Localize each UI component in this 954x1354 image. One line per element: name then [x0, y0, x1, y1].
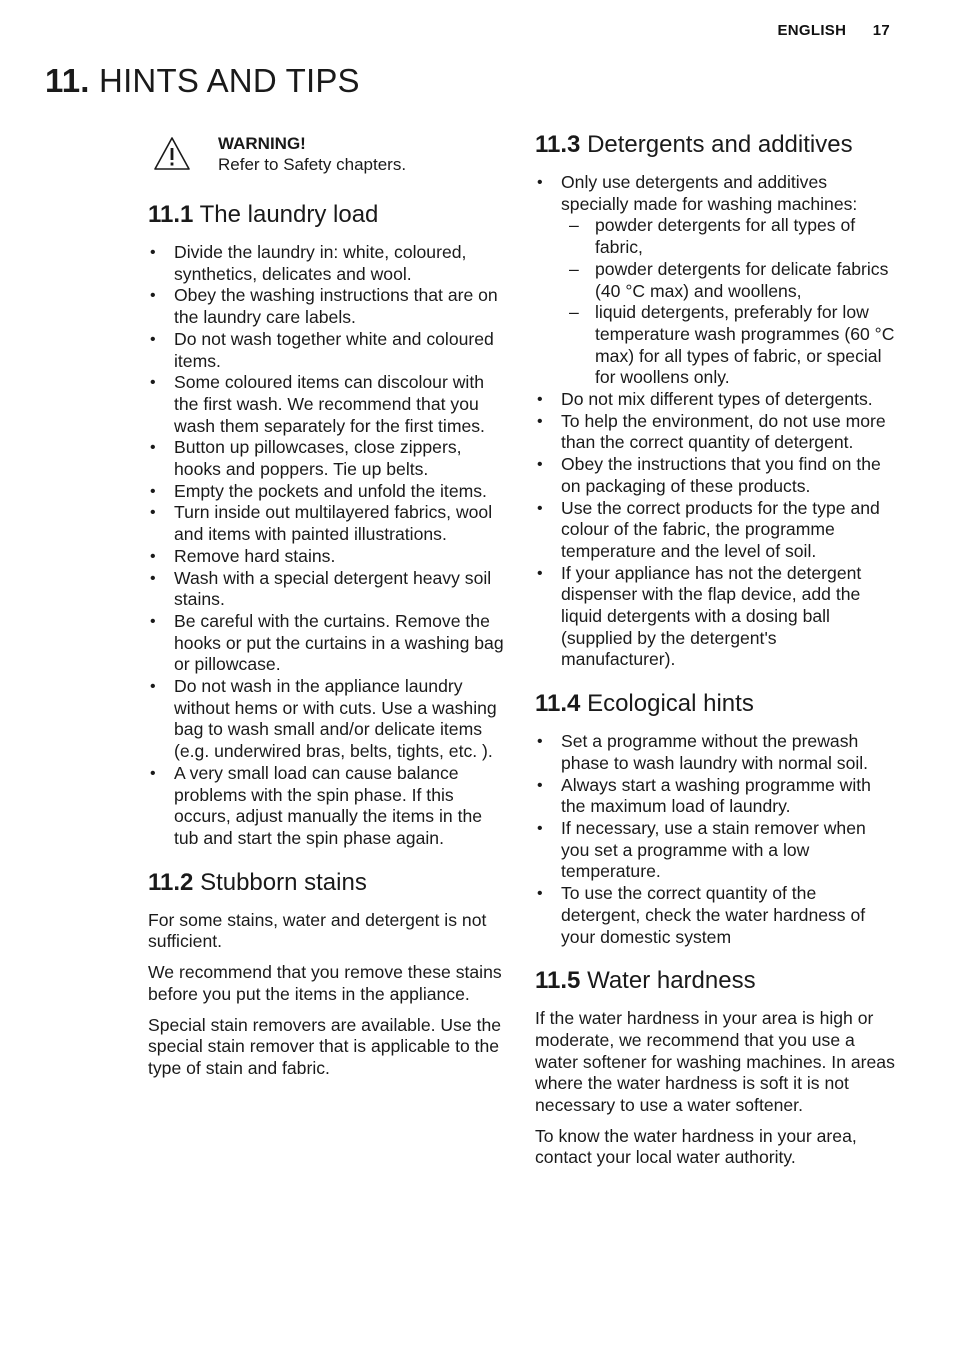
- language-label: ENGLISH: [777, 22, 847, 39]
- list-item: • Some coloured items can discolour with the first wash. We recommend that you wash them separately for the first times.: [148, 372, 508, 437]
- section-stubborn-stains: [148, 868, 508, 1080]
- bullet-list: [148, 242, 508, 850]
- list-item: • Wash with a special detergent heavy soil stains.: [148, 568, 508, 611]
- list-item: • If necessary, use a stain remover when you set a programme with a low temperature.: [535, 818, 895, 883]
- section-ecological-hints: [535, 689, 895, 948]
- bullet-list: [535, 731, 895, 948]
- list-item-text: Only use detergents and additives specially made for washing machines:: [561, 172, 858, 214]
- bullet-list: [535, 172, 895, 671]
- section-water-hardness: [535, 966, 895, 1169]
- section-laundry-load: [148, 200, 508, 850]
- list-item: • A very small load can cause balance problems with the spin phase. If this occurs, adjust manually the items in the tub and start the spin phase again.: [148, 763, 508, 850]
- chapter-number: 11.: [45, 62, 90, 99]
- section-number: 11.1: [148, 201, 194, 228]
- sub-list-item: – powder detergents for all types of fabric,: [561, 215, 895, 258]
- list-item: [535, 172, 895, 389]
- chapter-title-text: HINTS AND TIPS: [99, 62, 360, 99]
- sub-list-item: – liquid detergents, preferably for low temperature wash programmes (60 °C max) for all types of fabric, or special for woollens only.: [561, 302, 895, 389]
- left-column: [148, 130, 508, 1089]
- list-item: • Turn inside out multilayered fabrics, wool and items with painted illustrations.: [148, 502, 508, 545]
- list-item: • Do not wash together white and coloured items.: [148, 329, 508, 372]
- page-number: 17: [872, 22, 890, 39]
- list-item: • If your appliance has not the detergent dispenser with the flap device, add the liquid detergents with a dosing ball (supplied by the detergent's manufacturer).: [535, 563, 895, 672]
- list-item: • Empty the pockets and unfold the items.: [148, 481, 508, 503]
- paragraph: To know the water hardness in your area, contact your local water authority.: [535, 1125, 857, 1168]
- section-heading: [148, 200, 508, 230]
- list-item: • To help the environment, do not use more than the correct quantity of detergent.: [535, 411, 895, 454]
- list-item: • Always start a washing programme with the maximum load of laundry.: [535, 775, 895, 818]
- sub-list: [561, 215, 895, 389]
- section-number: 11.4: [535, 690, 581, 718]
- right-column: [535, 130, 895, 1178]
- warning-text: Refer to Safety chapters.: [218, 155, 407, 174]
- paragraph: If the water hardness in your area is high or moderate, we recommend that you use a water softener for washing machines. In areas where the water hardness is soft it is not necessary to use a water softener.: [535, 1008, 895, 1116]
- list-item: • Use the correct products for the type and colour of the fabric, the programme temperature and the level of soil.: [535, 498, 895, 563]
- list-item: • Do not wash in the appliance laundry without hems or with cuts. Use a washing bag to wash small and/or delicate items (e.g. underwired bras, belts, tights, etc. ).: [148, 676, 508, 763]
- section-title: Ecological hints: [587, 690, 754, 718]
- warning-box: [148, 130, 508, 192]
- paragraph: We recommend that you remove these stains before you put the items in the appliance.: [148, 962, 502, 1004]
- section-title: The laundry load: [199, 201, 379, 228]
- list-item: • Divide the laundry in: white, coloured, synthetics, delicates and wool.: [148, 242, 508, 285]
- list-item: • Set a programme without the prewash phase to wash laundry with normal soil.: [535, 731, 895, 774]
- section-number: 11.2: [148, 868, 194, 896]
- warning-triangle-icon: [153, 136, 191, 172]
- section-title: Detergents and additives: [587, 131, 853, 158]
- page-header: [777, 22, 890, 39]
- warning-title: WARNING!: [218, 134, 306, 153]
- section-number: 11.3: [535, 131, 581, 158]
- list-item: • Obey the instructions that you find on the on packaging of these products.: [535, 454, 895, 497]
- sub-list-item: – powder detergents for delicate fabrics (40 °C max) and woollens,: [561, 259, 895, 302]
- chapter-title: [45, 62, 360, 100]
- section-detergents: [535, 130, 895, 671]
- list-item: • Obey the washing instructions that are on the laundry care labels.: [148, 285, 508, 328]
- section-title: Stubborn stains: [200, 868, 367, 896]
- list-item: • Do not mix different types of detergents.: [535, 389, 895, 411]
- list-item: • Remove hard stains.: [148, 546, 508, 568]
- section-heading: [535, 130, 895, 160]
- section-number: 11.5: [535, 967, 581, 995]
- paragraph: For some stains, water and detergent is not sufficient.: [148, 909, 487, 952]
- paragraph: Special stain removers are available. Use the special stain remover that is applicable to the type of stain and fabric.: [148, 1014, 502, 1078]
- section-title: Water hardness: [587, 967, 756, 995]
- section-heading: [535, 689, 895, 719]
- section-heading: [535, 966, 895, 996]
- list-item: • Be careful with the curtains. Remove the hooks or put the curtains in a washing bag or pillowcase.: [148, 611, 508, 676]
- list-item: • Button up pillowcases, close zippers, hooks and poppers. Tie up belts.: [148, 437, 508, 480]
- section-heading: [148, 868, 508, 898]
- list-item: • To use the correct quantity of the detergent, check the water hardness of your domestic system: [535, 883, 895, 948]
